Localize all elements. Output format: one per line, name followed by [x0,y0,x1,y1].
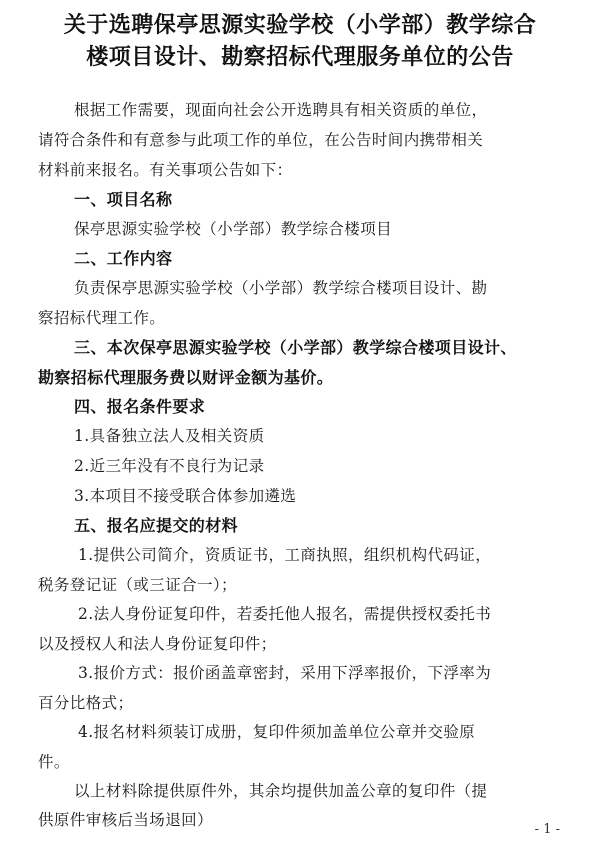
section-5-item-4-line-2: 件。 [38,753,70,771]
section-3-heading-line-2: 勘察招标代理服务费以财评金额为基价。 [38,368,334,387]
section-3-heading-line-1: 三、本次保亭思源实验学校（小学部）教学综合楼项目设计、 [74,338,517,357]
closing-line-2: 供原件审核后当场退回） [38,811,213,829]
section-5-item-1-line-1: 1.提供公司简介，资质证书，工商执照，组织机构代码证， [78,546,492,564]
closing-line-1: 以上材料除提供原件外，其余均提供加盖公章的复印件（提 [74,782,488,800]
section-1-body: 保亭思源实验学校（小学部）教学综合楼项目 [74,220,393,238]
intro-line-2: 请符合条件和有意参与此项工作的单位，在公告时间内携带相关 [38,131,484,149]
section-5-item-4-line-1: 4.报名材料须装订成册，复印件须加盖单位公章并交验原 [78,723,476,741]
section-5-item-2-line-2: 以及授权人和法人身份证复印件； [38,635,277,653]
section-5-item-2-line-1: 2.法人身份证复印件，若委托他人报名，需提供授权委托书 [78,605,492,623]
document-title-line-2: 楼项目设计、勘察招标代理服务单位的公告 [86,45,514,70]
page-number: - 1 - [534,822,560,837]
section-2-body-line-1: 负责保亭思源实验学校（小学部）教学综合楼项目设计、勘 [74,279,488,297]
section-4-item-2: 2.近三年没有不良行为记录 [74,457,265,475]
section-5-item-3-line-2: 百分比格式； [38,694,134,712]
intro-line-1: 根据工作需要，现面向社会公开选聘具有相关资质的单位， [74,101,488,119]
section-2-heading: 二、工作内容 [74,249,173,268]
section-4-item-3: 3.本项目不接受联合体参加遴选 [74,487,297,505]
section-5-item-3-line-1: 3.报价方式：报价函盖章密封，采用下浮率报价，下浮率为 [78,664,492,682]
section-4-item-1: 1.具备独立法人及相关资质 [74,427,265,445]
section-5-heading: 五、报名应提交的材料 [74,516,239,535]
section-4-heading: 四、报名条件要求 [74,397,206,416]
intro-line-3: 材料前来报名。有关事项公告如下： [38,161,293,179]
section-5-item-1-line-2: 税务登记证（或三证合一）； [38,576,237,594]
section-1-heading: 一、项目名称 [74,190,173,209]
document-title-line-1: 关于选聘保亭思源实验学校（小学部）教学综合 [63,13,537,38]
section-2-body-line-2: 察招标代理工作。 [38,309,166,327]
